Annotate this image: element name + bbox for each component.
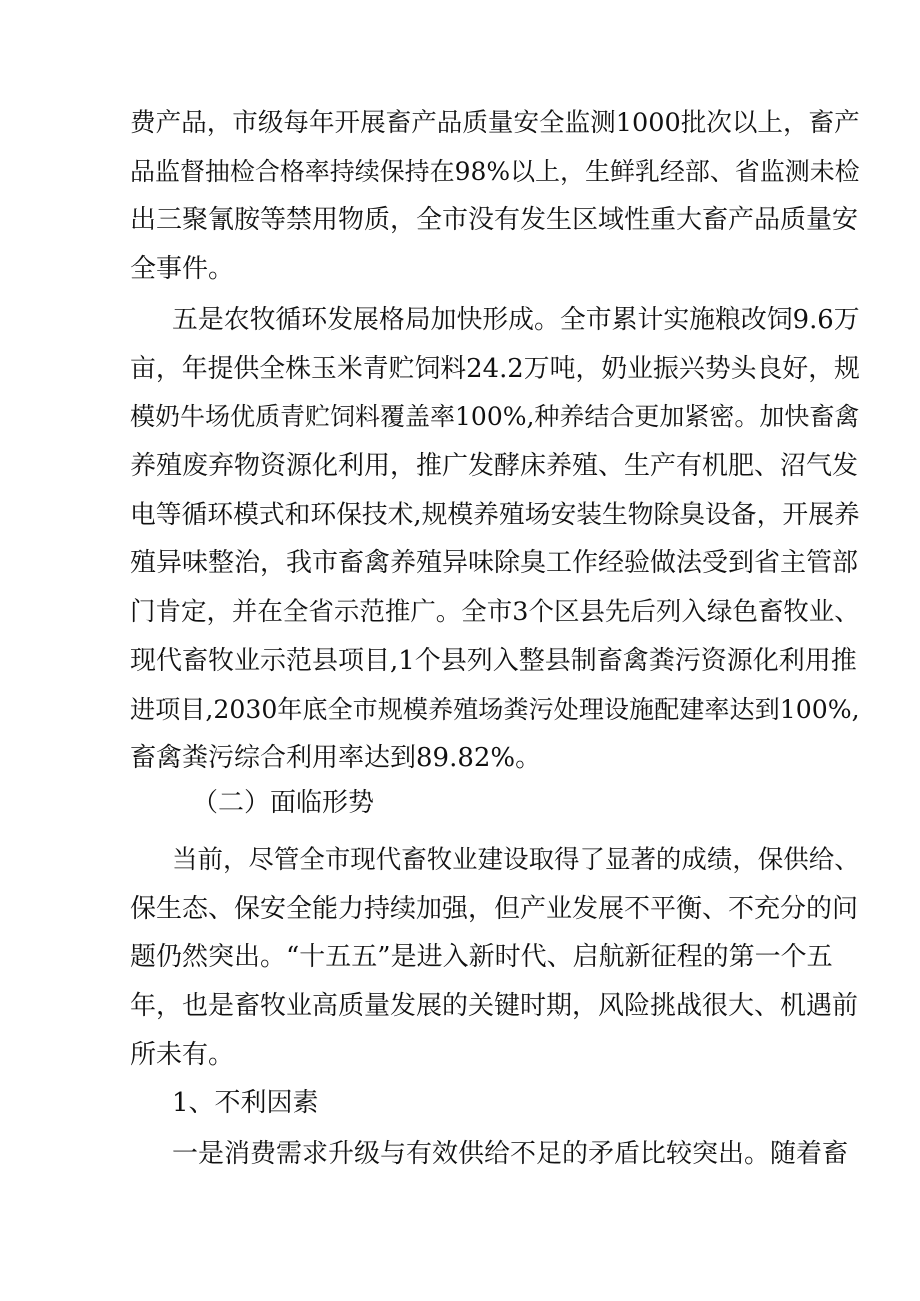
paragraph-line: 五是农牧循环发展格局加快形成。全市累计实施粮改饲9.6万 <box>172 305 860 335</box>
paragraph-line: 门肯定，并在全省示范推广。全市3个区县先后列入绿色畜牧业、 <box>130 597 860 628</box>
heading-text: 1、不利因素 <box>172 1088 319 1118</box>
paragraph-line: 养殖废弃物资源化利用，推广发酵床养殖、生产有机肥、沼气发 <box>130 451 859 482</box>
paragraph-line: 进项目,2030年底全市规模养殖场粪污处理设施配建率达到100%, <box>130 694 860 724</box>
paragraph-line: 一是消费需求升级与有效供给不足的矛盾比较突出。随着畜 <box>172 1139 849 1169</box>
heading-text: （二）面临形势 <box>192 788 375 818</box>
paragraph-line: 电等循环模式和环保技术,规模养殖场安装生物除臭设备，开展养 <box>130 499 860 530</box>
paragraph-line: 模奶牛场优质青贮饲料覆盖率100%,种养结合更加紧密。加快畜禽 <box>130 402 860 432</box>
paragraph-line: 亩，年提供全株玉米青贮饲料24.2万吨，奶业振兴势头良好，规 <box>130 353 860 384</box>
paragraph-line: 费产品，市级每年开展畜产品质量安全监测1000批次以上，畜产 <box>130 108 860 138</box>
paragraph-line: 题仍然突出。“十五五”是进入新时代、启航新征程的第一个五 <box>130 942 833 973</box>
paragraph-line: 年，也是畜牧业高质量发展的关键时期，风险挑战很大、机遇前 <box>130 991 859 1022</box>
section-heading <box>130 779 850 828</box>
paragraph-line: 全事件。 <box>130 254 235 285</box>
paragraph-3 <box>130 836 860 1079</box>
paragraph-1 <box>130 99 860 294</box>
paragraph-line: 殖异味整治，我市畜禽养殖异味除臭工作经验做法受到省主管部 <box>130 548 859 579</box>
paragraph-line: 所未有。 <box>130 1039 235 1070</box>
paragraph-line: 畜禽粪污综合利用率达到89.82%。 <box>130 743 542 774</box>
paragraph-2 <box>130 296 860 783</box>
paragraph-4 <box>130 1130 850 1179</box>
paragraph-line: 现代畜牧业示范县项目,1个县列入整县制畜禽粪污资源化利用推 <box>130 645 857 676</box>
paragraph-line: 品监督抽检合格率持续保持在98%以上，生鲜乳经部、省监测未检 <box>130 156 860 186</box>
paragraph-line: 保生态、保安全能力持续加强，但产业发展不平衡、不充分的问 <box>130 893 859 924</box>
paragraph-line: 出三聚氰胺等禁用物质，全市没有发生区域性重大畜产品质量安 <box>130 205 859 236</box>
paragraph-line: 当前，尽管全市现代畜牧业建设取得了显著的成绩，保供给、 <box>172 845 860 875</box>
subsection-heading <box>130 1079 850 1128</box>
